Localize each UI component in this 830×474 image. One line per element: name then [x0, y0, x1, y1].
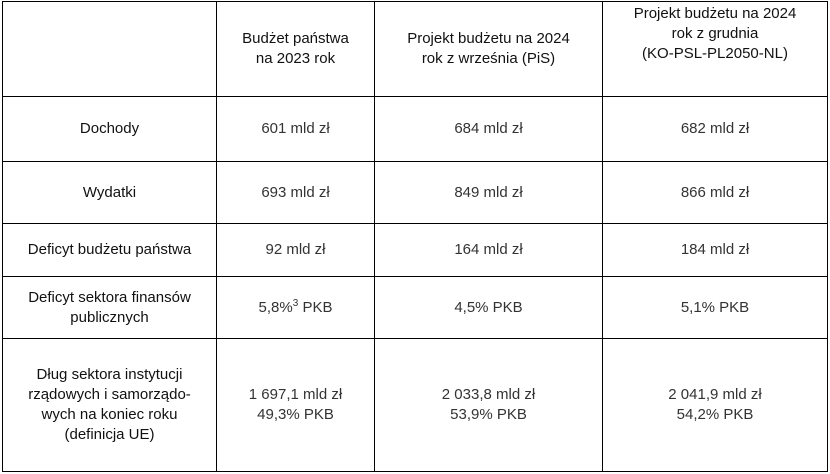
cell-value: 92 mld zł — [217, 224, 375, 277]
row-label-deficyt-budzetu: Deficyt budżetu państwa — [3, 224, 217, 277]
row-label-wydatki: Wydatki — [3, 162, 217, 224]
cell-value: 184 mld zł — [603, 224, 828, 277]
cell-value: 693 mld zł — [217, 162, 375, 224]
column-header-budget-2023: Budżet państwa na 2023 rok — [217, 2, 375, 97]
cell-value: 2 041,9 mld zł 54,2% PKB — [603, 339, 828, 472]
cell-value: 866 mld zł — [603, 162, 828, 224]
cell-value: 601 mld zł — [217, 97, 375, 162]
cell-value: 2 033,8 mld zł 53,9% PKB — [375, 339, 603, 472]
header-row — [3, 2, 828, 97]
row-label-dochody: Dochody — [3, 97, 217, 162]
row-label-dlug-sektora: Dług sektora instytucji rządowych i samorządo- wych na koniec roku (definicja UE) — [3, 339, 217, 472]
footnote-marker: 3 — [292, 297, 299, 309]
cell-value: 682 mld zł — [603, 97, 828, 162]
table-row — [3, 162, 828, 224]
table-row — [3, 97, 828, 162]
cell-value: 849 mld zł — [375, 162, 603, 224]
cell-value: 1 697,1 mld zł 49,3% PKB — [217, 339, 375, 472]
table-row — [3, 339, 828, 472]
corner-cell — [3, 2, 217, 97]
cell-value: 4,5% PKB — [375, 277, 603, 339]
cell-value: 5,8%$^3$ PKB — [217, 277, 375, 339]
table-row — [3, 224, 828, 277]
column-header-project-september: Projekt budżetu na 2024 rok z września (PiS) — [375, 2, 603, 97]
budget-comparison-table — [2, 1, 828, 472]
cell-value: 5,1% PKB — [603, 277, 828, 339]
cell-value: 684 mld zł — [375, 97, 603, 162]
row-label-deficyt-sektora: Deficyt sektora finansów publicznych — [3, 277, 217, 339]
table-row — [3, 277, 828, 339]
cell-value: 164 mld zł — [375, 224, 603, 277]
column-header-project-december: Projekt budżetu na 2024 rok z grudnia (KO-PSL-PL2050-NL) — [603, 2, 828, 97]
